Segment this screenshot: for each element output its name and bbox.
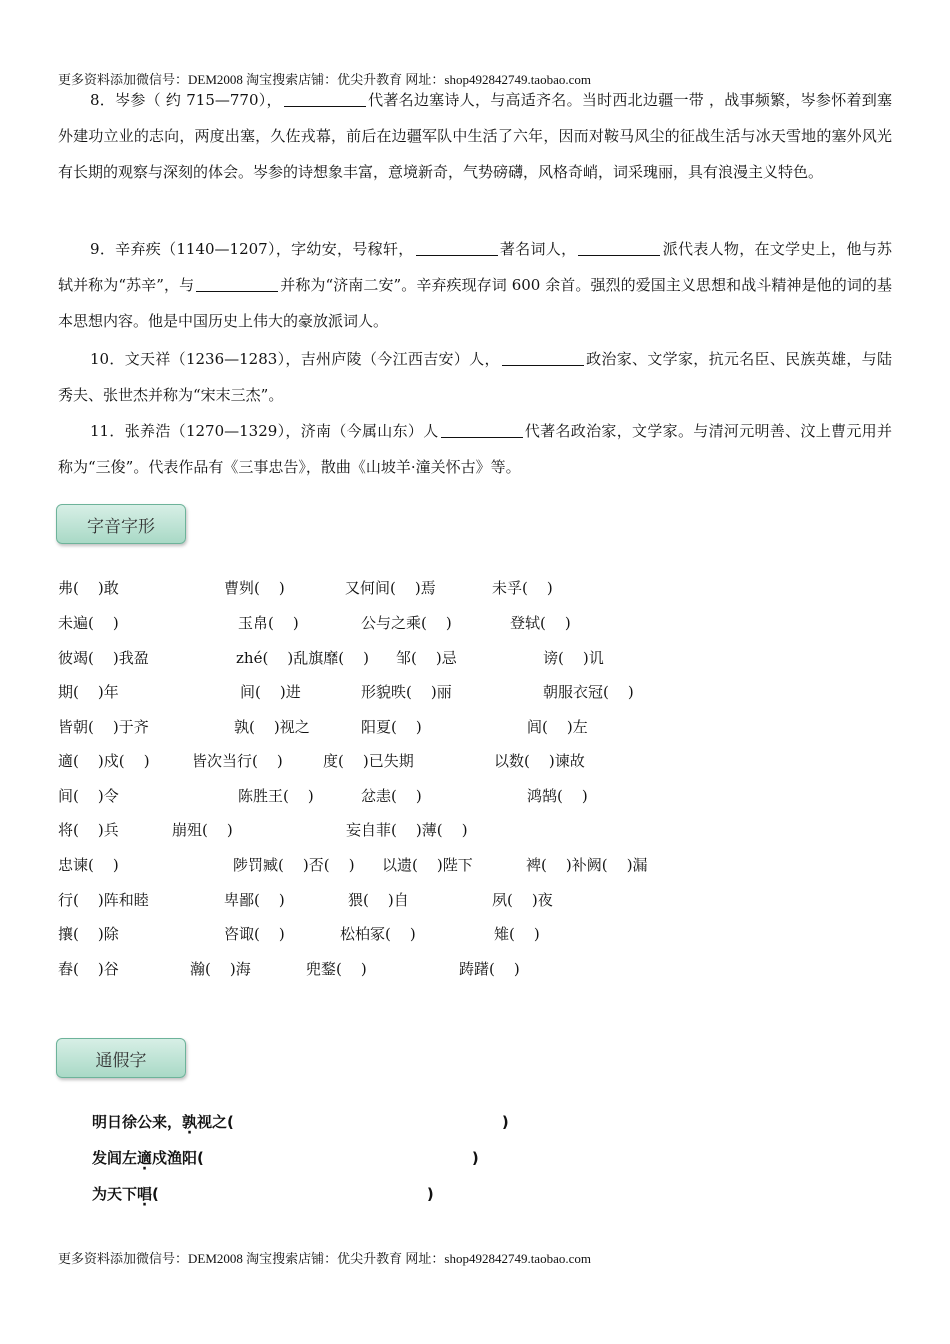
char-item[interactable]: 崩殂( ) xyxy=(172,821,233,839)
p10-text-a: 10．文天祥（1236—1283），吉州庐陵（今江西吉安）人， xyxy=(90,350,500,368)
paragraph-8 xyxy=(58,82,892,190)
char-item[interactable]: zhé( )乱旗靡( ) xyxy=(236,649,369,667)
p9-text-b: 著名词人， xyxy=(499,240,577,258)
char-row xyxy=(0,681,950,705)
tongjia-text: 戍渔阳( xyxy=(152,1149,204,1167)
char-item[interactable]: 忿恚( ) xyxy=(361,787,422,805)
char-item[interactable]: 雉( ) xyxy=(494,925,540,943)
tongjia-text: 发闾左 xyxy=(92,1149,138,1167)
p9-text-c: 派代表人物，在文学史上，他与苏轼并称为“苏辛”，与 xyxy=(58,240,892,294)
fill-blank[interactable] xyxy=(416,239,498,256)
char-row xyxy=(0,889,950,913)
fill-blank[interactable] xyxy=(196,275,278,292)
char-item[interactable]: 形貌昳( )丽 xyxy=(361,683,452,701)
char-item[interactable]: 朝服衣冠( ) xyxy=(543,683,634,701)
paragraph-10 xyxy=(58,341,892,413)
char-item[interactable]: 邹( )忌 xyxy=(396,649,457,667)
p11-text-a: 11．张养浩（1270—1329），济南（今属山东）人 xyxy=(90,422,439,440)
tongjia-item-1 xyxy=(92,1111,509,1132)
char-item[interactable]: 以数( )谏故 xyxy=(494,752,585,770)
char-row xyxy=(0,958,950,982)
tongjia-text: 为天下 xyxy=(92,1185,138,1203)
char-item[interactable]: 鸿鹄( ) xyxy=(527,787,588,805)
char-row xyxy=(0,923,950,947)
tongjia-close: ) xyxy=(471,1149,479,1167)
char-item[interactable]: 瀚( )海 xyxy=(190,960,251,978)
char-item[interactable]: 孰( )视之 xyxy=(234,718,310,736)
fill-blank[interactable] xyxy=(502,349,584,366)
char-item[interactable]: 期( )年 xyxy=(58,683,119,701)
char-item[interactable]: 间( )令 xyxy=(58,787,119,805)
char-item[interactable]: 踌躇( ) xyxy=(459,960,520,978)
dotted-char: 孰 xyxy=(182,1113,198,1131)
char-item[interactable]: 陈胜王( ) xyxy=(238,787,314,805)
char-item[interactable]: 皆朝( )于齐 xyxy=(58,718,149,736)
section-tong-jia-zi[interactable]: 通假字 xyxy=(56,1038,186,1078)
char-item[interactable]: 猥( )自 xyxy=(348,891,409,909)
section-zi-yin-zi-xing[interactable]: 字音字形 xyxy=(56,504,186,544)
p9-text-d: 并称为“济南二安”。辛弃疾现存词 600 余首。强烈的爱国主义思想和战斗精神是他的词的基本思想内容。他是中国历史上伟大的豪放派词人。 xyxy=(58,276,892,330)
char-item[interactable]: 谤( )讥 xyxy=(543,649,604,667)
char-item[interactable]: 忠谏( ) xyxy=(58,856,119,874)
char-item[interactable]: 玉帛( ) xyxy=(238,614,299,632)
char-item[interactable]: 妄自菲( )薄( ) xyxy=(346,821,468,839)
char-item[interactable]: 裨( )补阙( )漏 xyxy=(526,856,648,874)
p10-text-b: 政治家、文学家，抗元名臣、民族英雄，与陆秀夫、张世杰并称为“宋末三杰”。 xyxy=(58,350,892,404)
page-header: 更多资料添加微信号：DEM2008 淘宝搜索店铺：优尖升教育 网址：shop492842749.taobao.com xyxy=(58,72,591,87)
fill-blank[interactable] xyxy=(441,421,523,438)
char-item[interactable]: 彼竭( )我盈 xyxy=(58,649,149,667)
char-item[interactable]: 兜鍪( ) xyxy=(306,960,367,978)
char-item[interactable]: 又何间( )焉 xyxy=(345,579,436,597)
char-item[interactable]: 陟罚臧( )否( ) xyxy=(233,856,355,874)
tongjia-item-3 xyxy=(92,1183,434,1204)
char-row xyxy=(0,647,950,671)
char-item[interactable]: 阳夏( ) xyxy=(361,718,422,736)
tongjia-item-2 xyxy=(92,1147,479,1168)
char-row xyxy=(0,612,950,636)
char-item[interactable]: 曹刿( ) xyxy=(224,579,285,597)
tongjia-text: 明日徐公来， xyxy=(92,1113,183,1131)
char-item[interactable]: 未孚( ) xyxy=(492,579,553,597)
fill-blank[interactable] xyxy=(578,239,660,256)
char-row xyxy=(0,785,950,809)
p8-text-a: 8．岑参（ 约 715—770）， xyxy=(90,91,282,109)
p9-text-a: 9．辛弃疾（1140—1207），字幼安，号稼轩， xyxy=(90,240,414,258)
char-item[interactable]: 攘( )除 xyxy=(58,925,119,943)
char-item[interactable]: 松柏冢( ) xyxy=(340,925,416,943)
paragraph-9 xyxy=(58,231,892,339)
tongjia-close: ) xyxy=(426,1185,434,1203)
char-row xyxy=(0,750,950,774)
char-item[interactable]: 皆次当行( ) xyxy=(192,752,283,770)
dotted-char: 適 xyxy=(137,1149,153,1167)
tongjia-text: 视之( xyxy=(197,1113,234,1131)
p11-text-b: 代著名政治家，文学家。与清河元明善、汶上曹元用并称为“三俊”。代表作品有《三事忠告》，散曲《山坡羊·潼关怀古》等。 xyxy=(58,422,892,476)
char-item[interactable]: 咨诹( ) xyxy=(224,925,285,943)
char-item[interactable]: 登轼( ) xyxy=(510,614,571,632)
char-item[interactable]: 未遍( ) xyxy=(58,614,119,632)
char-item[interactable]: 行( )阵和睦 xyxy=(58,891,149,909)
char-item[interactable]: 将( )兵 xyxy=(58,821,119,839)
char-item[interactable]: 卑鄙( ) xyxy=(224,891,285,909)
char-row xyxy=(0,854,950,878)
char-item[interactable]: 夙( )夜 xyxy=(492,891,553,909)
char-item[interactable]: 间( )进 xyxy=(240,683,301,701)
dotted-char: 唱 xyxy=(137,1185,153,1203)
char-row xyxy=(0,577,950,601)
char-row xyxy=(0,819,950,843)
char-item[interactable]: 度( )已失期 xyxy=(323,752,414,770)
tongjia-text: ( xyxy=(152,1185,159,1203)
char-item[interactable]: 闾( )左 xyxy=(527,718,588,736)
tongjia-close: ) xyxy=(501,1113,509,1131)
p8-text-b: 代著名边塞诗人，与高适齐名。当时西北边疆一带 ，战事频繁，岑参怀着到塞外建功立业的志向，两度出塞，久佐戎幕，前后在边疆军队中生活了六年，因而对鞍马风尘的征战生活与冰天雪地的塞外风光有长期的观察与深刻的体会。岑参的诗想象丰富，意境新奇，气势磅礴，风格奇峭，词采瑰丽，具有浪漫主义特色。 xyxy=(58,91,893,181)
char-item[interactable]: 弗( )敢 xyxy=(58,579,119,597)
char-item[interactable]: 適( )戍( ) xyxy=(58,752,150,770)
char-row xyxy=(0,716,950,740)
char-item[interactable]: 公与之乘( ) xyxy=(361,614,452,632)
page-footer: 更多资料添加微信号：DEM2008 淘宝搜索店铺：优尖升教育 网址：shop492842749.taobao.com xyxy=(58,1251,591,1266)
char-item[interactable]: 以遗( )陛下 xyxy=(382,856,473,874)
char-item[interactable]: 舂( )谷 xyxy=(58,960,119,978)
fill-blank[interactable] xyxy=(284,90,366,107)
paragraph-11 xyxy=(58,413,892,485)
